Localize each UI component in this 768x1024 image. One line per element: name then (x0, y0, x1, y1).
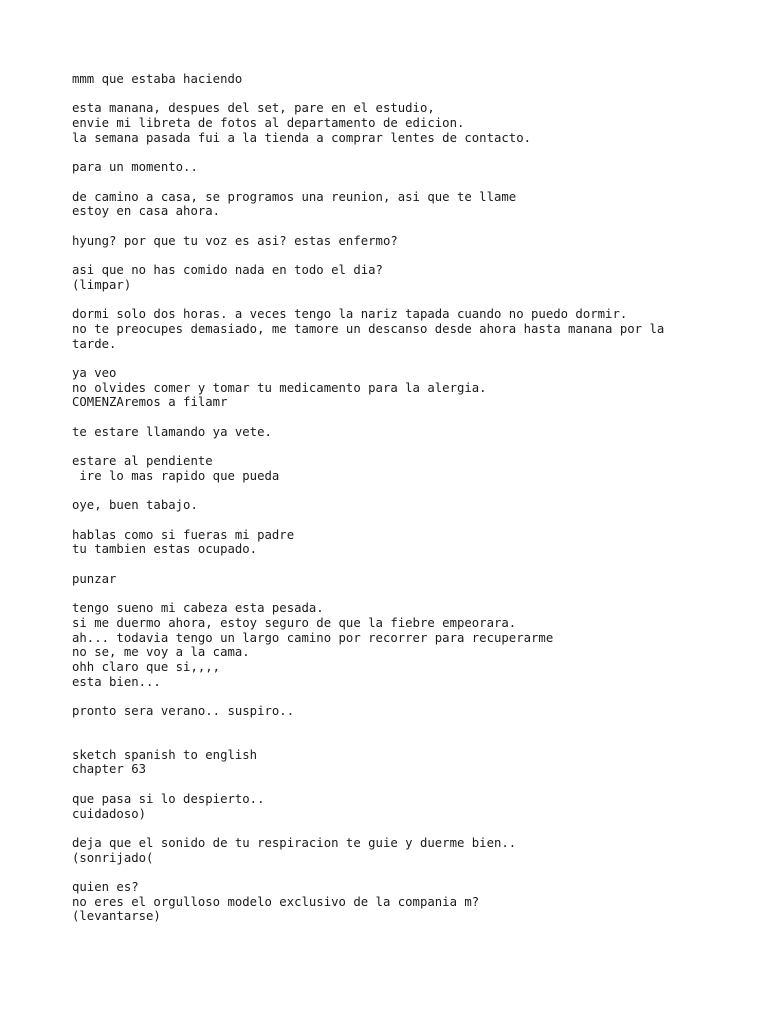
paragraph (72, 263, 692, 292)
text-line: ohh claro que si,,,, (72, 659, 221, 674)
text-line: sketch spanish to english (72, 747, 258, 762)
paragraph (72, 307, 692, 351)
paragraph (72, 748, 692, 777)
paragraph (72, 836, 692, 865)
paragraph (72, 792, 692, 821)
text-line: tarde. (72, 336, 117, 351)
text-line: (sonrijado( (72, 850, 154, 865)
paragraph (72, 601, 692, 689)
text-line: si me duermo ahora, estoy seguro de que la fiebre empeorara. (72, 615, 517, 630)
text-line: esta bien... (72, 674, 161, 689)
text-line: ya veo (72, 365, 117, 380)
paragraph (72, 160, 692, 175)
text-line: la semana pasada fui a la tienda a comprar lentes de contacto. (72, 130, 532, 145)
text-line: no se, me voy a la cama. (72, 645, 250, 660)
text-line: mmm que estaba haciendo (72, 72, 243, 86)
text-line: oye, buen tabajo. (72, 498, 198, 513)
text-line: hyung? por que tu voz es asi? estas enfermo? (72, 233, 398, 248)
paragraph (72, 425, 692, 440)
paragraph (72, 101, 692, 145)
paragraph (72, 880, 692, 924)
text-line: que pasa si lo despierto.. (72, 791, 265, 806)
text-line: te estare llamando ya vete. (72, 424, 272, 439)
paragraph (72, 454, 692, 483)
text-line: estare al pendiente (72, 454, 213, 469)
text-line: chapter 63 (72, 762, 147, 777)
text-line: no te preocupes demasiado, me tamore un descanso desde ahora hasta manana por la (72, 321, 665, 336)
paragraph (72, 190, 692, 219)
paragraph (72, 234, 692, 249)
text-line: asi que no has comido nada en todo el dia? (72, 263, 383, 278)
text-line: (levantarse) (72, 909, 161, 924)
text-line: dormi solo dos horas. a veces tengo la nariz tapada cuando no puedo dormir. (72, 307, 628, 322)
text-line: estoy en casa ahora. (72, 204, 221, 219)
text-line: (limpar) (72, 277, 132, 292)
text-line: ah... todavia tengo un largo camino por recorrer para recuperarme (72, 630, 554, 645)
text-line: tengo sueno mi cabeza esta pesada. (72, 601, 324, 616)
paragraph (72, 528, 692, 557)
paragraph (72, 572, 692, 587)
paragraph (72, 366, 692, 410)
paragraph (72, 498, 692, 513)
text-line: para un momento.. (72, 160, 198, 175)
text-line: tu tambien estas ocupado. (72, 542, 258, 557)
text-line: no olvides comer y tomar tu medicamento para la alergia. (72, 380, 487, 395)
text-line: deja que el sonido de tu respiracion te guie y duerme bien.. (72, 835, 517, 850)
text-line: cuidadoso) (72, 806, 147, 821)
text-line: no eres el orgulloso modelo exclusivo de la compania m? (72, 894, 480, 909)
text-line: pronto sera verano.. suspiro.. (72, 704, 295, 719)
text-line: COMENZAremos a filamr (72, 395, 228, 410)
paragraph (72, 72, 692, 87)
document-page (72, 72, 692, 939)
text-line: quien es? (72, 880, 139, 894)
text-line: esta manana, despues del set, pare en el estudio, (72, 101, 435, 116)
text-line: de camino a casa, se programos una reunion, asi que te llame (72, 189, 517, 204)
paragraph (72, 704, 692, 719)
text-line: hablas como si fueras mi padre (72, 527, 295, 542)
text-line: ire lo mas rapido que pueda (72, 468, 280, 483)
text-line: envie mi libreta de fotos al departamento de edicion. (72, 116, 465, 131)
text-line: punzar (72, 571, 117, 586)
